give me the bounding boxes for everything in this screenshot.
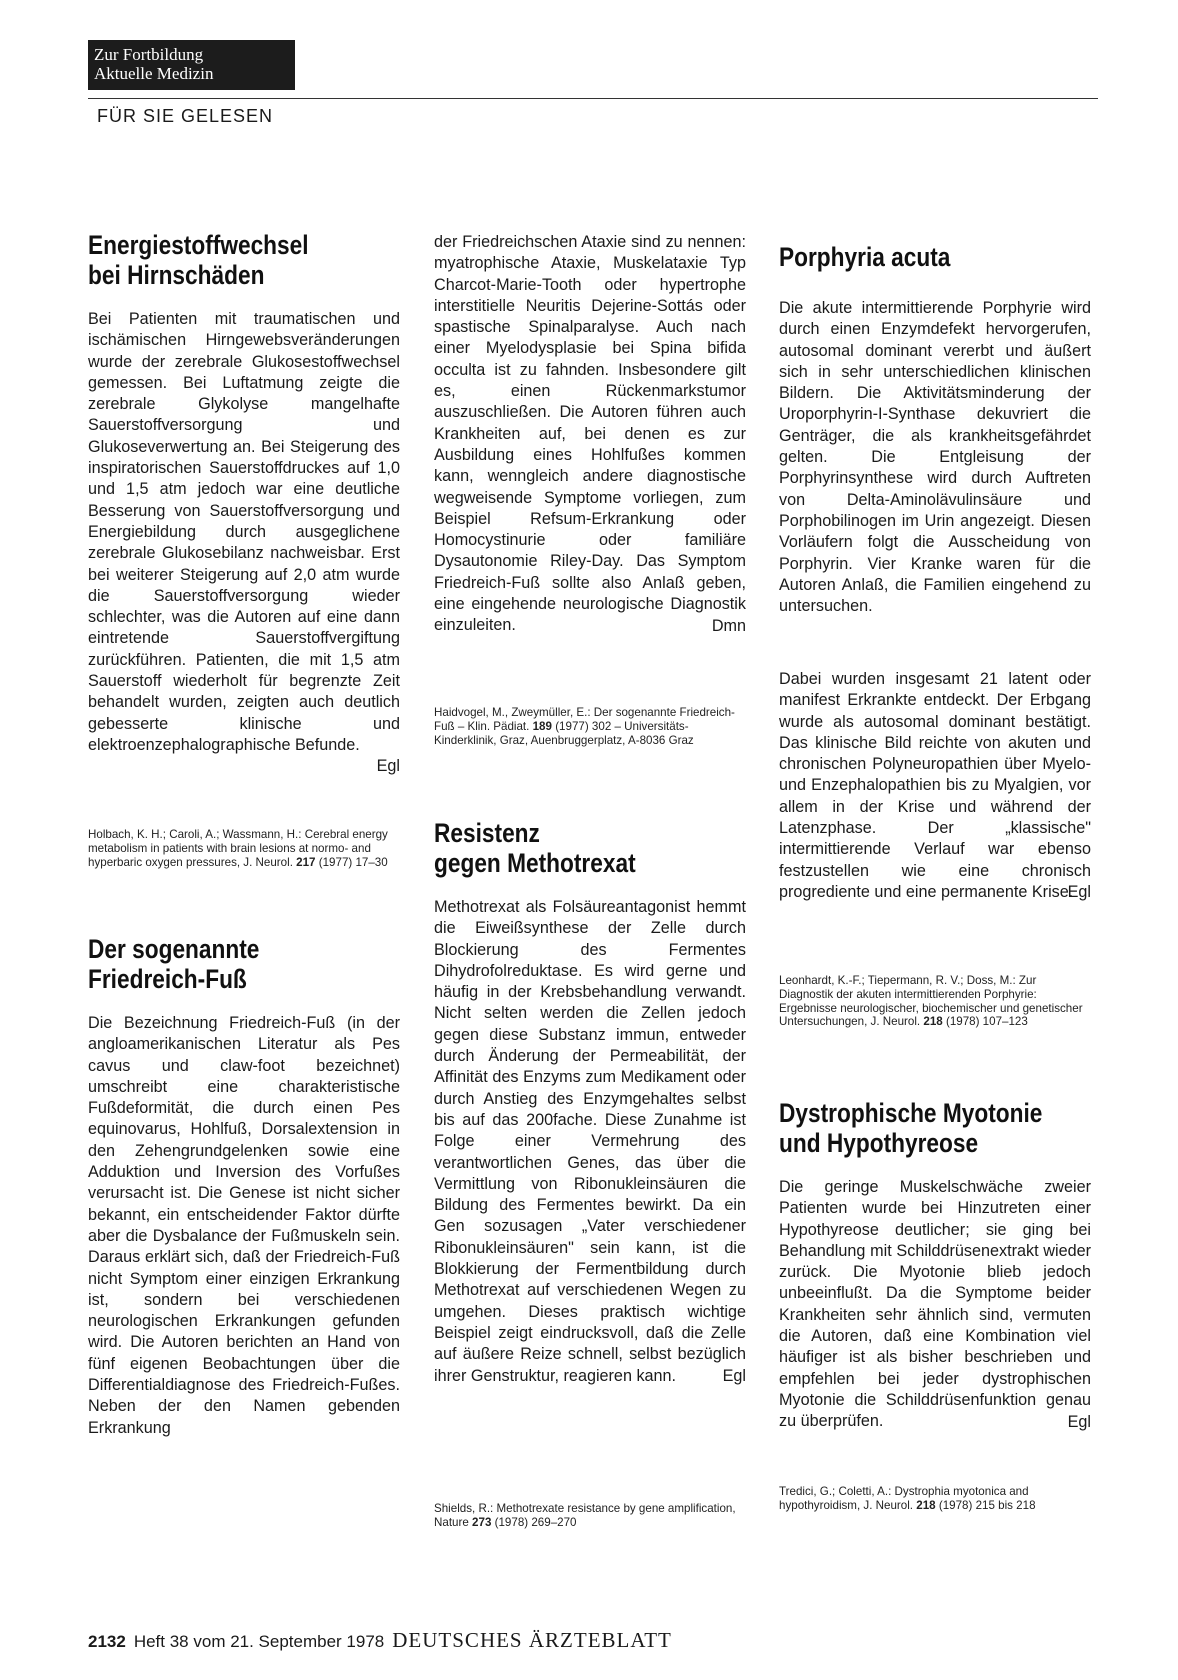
article-porphyria-body-2 <box>779 669 1091 904</box>
body-text: Die akute intermittierende Porphyrie wird durch einen Enzymdefekt hervorgerufen, autosomal dominant vererbt und äußert sich in sehr unterschiedlichen klinischen Bildern. Die Aktivitätsminderung der Uroporphyrin-I-Synthase dekuvriert die Genträger, die als krankheitsgefährdet gelten. Die Entgleisung der Porphyrinsynthese wird durch Auftreten von Delta-Aminolävulinsäure und Porphobilinogen im Urin angezeigt. Diesen Vorläufern folgt die Ausscheidung von Porphyrin. Vier Kranke waren für die Autoren Anlaß, die Familien eingehend zu untersuchen. <box>779 299 1091 616</box>
body-text: Die Bezeichnung Friedreich-Fuß (in der angloamerikanischen Literatur als Pes cavus und claw-foot bezeichnet) umschreibt eine charakteristische Fußdeformität, die durch einen Pes equinovarus, Hohlfuß, Dorsalextension in den Zehengrundgelenken sowie eine Adduktion und Inversion des Vorfußes verursacht ist. Die Genese ist nicht sicher bekannt, ein entscheidender Faktor dürfte aber die Dysbalance der Fußmuskeln sein. Daraus erklärt sich, daß der Friedreich-Fuß nicht Symptom einer einzigen Erkrankung ist, sondern bei verschiedenen neurologischen Erkrankungen gefunden wird. Die Autoren berichten an Hand von fünf eigenen Beobachtungen über die Differentialdiagnose des Friedreich-Fußes. Neben der den Namen gebenden Erkrankung <box>88 1014 400 1437</box>
article-energie-title <box>88 230 400 290</box>
article-myotonie-title <box>779 1098 1091 1158</box>
article-porphyria-reference: Leonhardt, K.-F.; Tiepermann, R. V.; Doss, M.: Zur Diagnostik der akuten intermittierenden Porphyrie: Ergebnisse neurologischer, biochemischer und genetischer Untersuchungen, J. Neurol. 218 (1978) 107–123 <box>779 974 1083 1029</box>
body-text: Methotrexat als Folsäureantagonist hemmt die Eiweißsynthese der Zelle durch Blockierung des Fermentes Dihydrofolreduktase. Es wird gerne und häufig in der Krebsbehandlung verwandt. Nicht selten werden die Zellen jedoch gegen diese Substanz immun, entweder durch Änderung der Permeabilität, der Affinität des Enzyms zum Medikament oder durch Anstieg des Enzymgehaltes selbst bis auf das 200fache. Diese Zunahme ist Folge einer Vermehrung des verantwortlichen Genes, das über die Vermittlung von Ribonukleinsäuren die Bildung des Fermentes bewirkt. Da ein Gen sozusagen „Vater verschiedener Ribonukleinsäuren" sein kann, ist die Blokkierung der Fermentbildung durch Methotrexat auf verschiedenen Wegen zu umgehen. Dieses praktisch wichtige Beispiel zeigt eindrucksvoll, daß die Zelle auf äußere Reize schnell, selbst bezüglich ihrer Genstruktur, reagieren kann. <box>434 898 746 1385</box>
title-line-2: bei Hirnschäden <box>88 260 265 290</box>
title-line-1: Energiestoffwechsel <box>88 230 309 260</box>
title-line-2: gegen Methotrexat <box>434 848 636 878</box>
rubric-box <box>88 40 295 90</box>
article-energie-reference: Holbach, K. H.; Caroli, A.; Wassmann, H.: Cerebral energy metabolism in patients with brain lesions at normo- and hyperbaric oxygen pressures, J. Neurol. 217 (1977) 17–30 <box>88 828 388 869</box>
title-line-1: Resistenz <box>434 818 540 848</box>
article-methotrexat-reference: Shields, R.: Methotrexate resistance by gene amplification, Nature 273 (1978) 269–270 <box>434 1502 736 1529</box>
page-number: 2132 <box>88 1632 126 1651</box>
body-text: Die geringe Muskelschwäche zweier Patienten wurde bei Hinzutreten einer Hypothyreose deutlicher; sie ging bei Behandlung mit Schilddrüsenextrakt wieder zurück. Die Myotonie blieb jedoch unbeeinflußt. Da die Symptome beider Krankheiten sehr ähnlich sind, vermuten die Autoren, daß eine Kombination viel häufiger ist als bisher beschrieben und empfehlen bei jeder dystrophischen Myotonie die Schilddrüsenfunktion genau zu überprüfen. <box>779 1178 1091 1431</box>
author-signature: Egl <box>722 1366 746 1385</box>
title-line-1: Porphyria acuta <box>779 242 951 272</box>
page-footer <box>88 1628 672 1653</box>
title-line-2: Friedreich-Fuß <box>88 964 247 994</box>
article-porphyria-title <box>779 242 1091 272</box>
section-label: FÜR SIE GELESEN <box>97 106 274 126</box>
title-line-1: Dystrophische Myotonie <box>779 1098 1043 1128</box>
author-signature: Dmn <box>711 616 746 635</box>
title-line-2: und Hypothyreose <box>779 1128 979 1158</box>
article-friedreich-title <box>88 934 400 994</box>
article-methotrexat-body <box>434 897 746 1387</box>
article-methotrexat-title <box>434 818 746 878</box>
article-friedreich-body-part-2 <box>434 232 746 637</box>
author-signature: Egl <box>1067 1412 1091 1431</box>
article-myotonie-reference: Tredici, G.; Coletti, A.: Dystrophia myotonica and hypothyroidism, J. Neurol. 218 (1978) 215 bis 218 <box>779 1485 1036 1512</box>
magazine-name: DEUTSCHES ÄRZTEBLATT <box>392 1628 672 1652</box>
header-rule <box>88 98 1098 99</box>
article-friedreich-reference: Haidvogel, M., Zweymüller, E.: Der sogenannte Friedreich-Fuß – Klin. Pädiat. 189 (1977) 302 – Universitäts-Kinderklinik, Graz, Auenbruggerplatz, A-8036 Graz <box>434 706 735 747</box>
author-signature: Egl <box>1067 883 1091 902</box>
issue-info: Heft 38 vom 21. September 1978 <box>133 1632 385 1651</box>
article-energie-body <box>88 309 400 778</box>
article-porphyria-body-1 <box>779 298 1091 617</box>
author-signature: Egl <box>376 757 400 776</box>
body-text: der Friedreichschen Ataxie sind zu nennen: myatrophische Ataxie, Muskelataxie Typ Charcot-Marie-Tooth oder hypertrophe interstitielle Neuritis Dejerine-Sottás oder spastische Spinalparalyse. Auch nach einer Myelodysplasie bei Spina bifida occulta ist zu fahnden. Insbesondere gilt es, einen Rückenmarkstumor auszuschließen. Die Autoren führen auch Krankheiten auf, bei denen es zur Ausbildung eines Hohlfußes kommen kann, wenngleich andere diagnostische wegweisende Symptome vorliegen, zum Beispiel Refsum-Erkrankung oder Homocystinurie oder familiäre Dysautonomie Riley-Day. Das Symptom Friedreich-Fuß sollte also Anlaß geben, eine eingehende neurologische Diagnostik einzuleiten. <box>434 233 746 635</box>
rubric-line-1: Zur Fortbildung <box>94 45 204 64</box>
body-text: Dabei wurden insgesamt 21 latent oder manifest Erkrankte entdeckt. Der Erbgang wurde als autosomal dominant bestätigt. Das klinische Bild reichte von akuten und chronischen Polyneuropathien über Myelo- und Enzephalopathien bis zu Myalgien, vor allem in der Krise und während der Latenzphase. Der „klassische" intermittierende Verlauf war ebenso festzustellen wie eine chronisch progrediente und eine permanente Krise. <box>779 670 1091 901</box>
body-text: Bei Patienten mit traumatischen und ischämischen Hirngewebsveränderungen wurde der zerebrale Glukosestoffwechsel gemessen. Bei Luftatmung zeigte die zerebrale Glykolyse mangelhafte Sauerstoffversorgung und Glukoseverwertung an. Bei Steigerung des inspiratorischen Sauerstoffdruckes auf 1,0 und 1,5 atm jedoch war eine deutliche Besserung von Sauerstoffversorgung und Energiebildung durch ausgeglichene zerebrale Glukosebilanz nachweisbar. Erst bei weiterer Steigerung auf 2,0 atm wurde die Sauerstoffversorgung wieder schlechter, was die Autoren auf eine dann eintretende Sauerstoffvergiftung zurückführen. Patienten, die mit 1,5 atm Sauerstoff wiederholt für begrenzte Zeit behandelt wurden, zeigten auch deutlich gebesserte klinische und elektroenzephalographische Befunde. <box>88 310 400 754</box>
rubric-line-2: Aktuelle Medizin <box>94 64 214 83</box>
title-line-1: Der sogenannte <box>88 934 260 964</box>
article-myotonie-body <box>779 1177 1091 1433</box>
article-friedreich-body-part-1 <box>88 1013 400 1439</box>
